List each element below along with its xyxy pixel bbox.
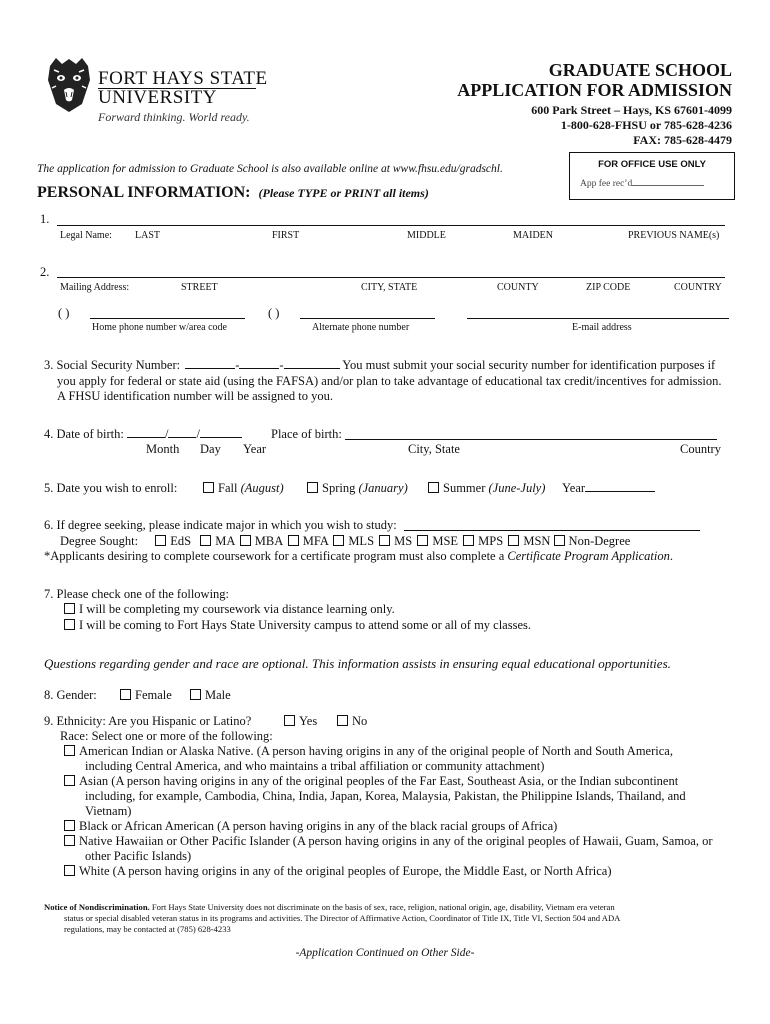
q1-col-maiden: MAIDEN bbox=[513, 230, 553, 241]
university-name-line1: FORT HAYS STATE bbox=[98, 68, 268, 89]
q2-col-city: CITY, STATE bbox=[361, 282, 418, 293]
place-of-birth-label: Place of birth: bbox=[271, 427, 342, 441]
race-option-1-cont: including Central America, and who maintains a tribal affiliation or community attachment) bbox=[85, 759, 545, 773]
summer-checkbox[interactable] bbox=[428, 482, 439, 493]
q2-col-county: COUNTY bbox=[497, 282, 539, 293]
alt-phone-label: Alternate phone number bbox=[312, 322, 410, 333]
year-label: Year bbox=[243, 442, 267, 456]
female-option[interactable] bbox=[120, 688, 172, 703]
section-title bbox=[37, 184, 429, 202]
q3-text2: you apply for federal or state aid (using the FAFSA) and/or plan to take advantage of educational tax credit/incentives for admission. bbox=[57, 374, 722, 388]
degree-ms[interactable] bbox=[379, 534, 412, 548]
q2-col-street: STREET bbox=[181, 282, 218, 293]
alt-phone-paren: ( ) bbox=[268, 306, 280, 320]
q2-label: Mailing Address: bbox=[60, 282, 130, 293]
pacific-islander-checkbox[interactable] bbox=[64, 835, 75, 846]
male-checkbox[interactable] bbox=[190, 689, 201, 700]
mfa-label: MFA bbox=[302, 534, 329, 548]
online-note: The application for admission to Graduate School is also available online at www.fhsu.edu/gradschl. bbox=[37, 163, 503, 175]
q1-col-first: FIRST bbox=[272, 230, 300, 241]
degree-mfa[interactable] bbox=[288, 534, 328, 548]
university-name-line2: UNIVERSITY bbox=[98, 87, 217, 108]
spring-note: (January) bbox=[358, 481, 408, 495]
notice-text1: Fort Hays State University does not discriminate on the basis of sex, race, religion, national origin, age, disability, Vietnam era veteran bbox=[151, 902, 615, 912]
q1-name-line[interactable] bbox=[57, 225, 725, 226]
q9-label: 9. Ethnicity: Are you Hispanic or Latino? bbox=[44, 714, 252, 728]
hispanic-no[interactable] bbox=[337, 714, 367, 729]
campus-checkbox[interactable] bbox=[64, 619, 75, 630]
phone: 1-800-628-FHSU or 785-628-4236 bbox=[560, 118, 732, 132]
degree-msn[interactable] bbox=[508, 534, 550, 548]
q5-label: 5. Date you wish to enroll: bbox=[44, 481, 178, 495]
ma-checkbox[interactable] bbox=[200, 535, 211, 546]
female-label: Female bbox=[135, 688, 172, 702]
q7-label: 7. Please check one of the following: bbox=[44, 587, 230, 601]
q6-label: 6. If degree seeking, please indicate major in which you wish to study: bbox=[44, 518, 397, 532]
q4-row: 4. Date of birth: / / bbox=[44, 427, 242, 442]
fall-checkbox[interactable] bbox=[203, 482, 214, 493]
male-option[interactable] bbox=[190, 688, 231, 703]
q7-option-1[interactable] bbox=[64, 602, 395, 617]
q4-label: 4. Date of birth: bbox=[44, 427, 124, 441]
non-degree-checkbox[interactable] bbox=[554, 535, 565, 546]
mps-label: MPS bbox=[478, 534, 504, 548]
certificate-note bbox=[44, 549, 673, 564]
ms-label: MS bbox=[394, 534, 413, 548]
q1-col-previous: PREVIOUS NAME(s) bbox=[628, 230, 720, 241]
mse-label: MSE bbox=[432, 534, 459, 548]
degree-mse[interactable] bbox=[417, 534, 458, 548]
hispanic-no-checkbox[interactable] bbox=[337, 715, 348, 726]
continued-note: -Application Continued on Other Side- bbox=[295, 947, 475, 959]
ma-label: MA bbox=[215, 534, 235, 548]
app-fee-label bbox=[580, 179, 704, 189]
office-use-title: FOR OFFICE USE ONLY bbox=[598, 159, 706, 170]
office-use-box bbox=[569, 152, 735, 200]
q2-number: 2. bbox=[40, 265, 50, 279]
notice-line1 bbox=[44, 902, 615, 912]
race-option-2-cont2: Vietnam) bbox=[85, 804, 132, 818]
mps-checkbox[interactable] bbox=[463, 535, 474, 546]
mse-checkbox[interactable] bbox=[417, 535, 428, 546]
title-line2: APPLICATION FOR ADMISSION bbox=[457, 80, 732, 100]
degree-mba[interactable] bbox=[240, 534, 283, 548]
title-line1: GRADUATE SCHOOL bbox=[548, 60, 732, 80]
q1-label: Legal Name: bbox=[60, 230, 112, 241]
birth-year-field[interactable] bbox=[200, 437, 242, 438]
notice-title: Notice of Nondiscrimination. bbox=[44, 902, 150, 912]
american-indian-label: American Indian or Alaska Native. (A person having origins in any of the original people of North and South America, bbox=[79, 744, 673, 758]
section-subtitle: (Please TYPE or PRINT all items) bbox=[258, 186, 429, 200]
eds-label: EdS bbox=[170, 534, 192, 548]
ssn-field[interactable] bbox=[185, 368, 235, 369]
mls-label: MLS bbox=[348, 534, 375, 548]
country-label: Country bbox=[680, 442, 721, 456]
q2-col-country: COUNTRY bbox=[674, 282, 722, 293]
ssn-field-2[interactable] bbox=[239, 368, 279, 369]
asian-label: Asian (A person having origins in any of the original peoples of the Far East, Southeast Asia, or the Indian subcontinent bbox=[79, 774, 679, 788]
q1-number: 1. bbox=[40, 212, 50, 226]
birth-month-field[interactable] bbox=[127, 437, 165, 438]
app-fee-text: App fee rec’d bbox=[580, 179, 633, 189]
degree-eds[interactable] bbox=[155, 534, 191, 548]
spring-option[interactable] bbox=[307, 481, 408, 496]
hispanic-yes[interactable] bbox=[284, 714, 317, 729]
male-label: Male bbox=[205, 688, 231, 702]
degree-label: Degree Sought: bbox=[60, 534, 139, 548]
enroll-year-label: Year bbox=[562, 481, 586, 495]
degree-row bbox=[60, 534, 630, 549]
home-phone-paren: ( ) bbox=[58, 306, 70, 320]
degree-mps[interactable] bbox=[463, 534, 503, 548]
university-logo bbox=[44, 56, 94, 114]
enroll-year-field[interactable] bbox=[585, 491, 655, 492]
female-checkbox[interactable] bbox=[120, 689, 131, 700]
certificate-note-text: *Applicants desiring to complete coursework for a certificate program must also complete a bbox=[44, 549, 505, 563]
non-degree-label: Non-Degree bbox=[568, 534, 631, 548]
optional-note: Questions regarding gender and race are optional. This information assists in ensuring equal educational opportunities. bbox=[44, 656, 671, 671]
email-label: E-mail address bbox=[572, 322, 632, 333]
certificate-note-end: . bbox=[669, 549, 674, 563]
q2-address-line[interactable] bbox=[57, 277, 725, 278]
degree-mls[interactable] bbox=[333, 534, 374, 548]
hispanic-yes-checkbox[interactable] bbox=[284, 715, 295, 726]
race-option-4-cont: other Pacific Islands) bbox=[85, 849, 192, 863]
distance-label: I will be completing my coursework via distance learning only. bbox=[79, 602, 395, 616]
notice-line2: status or special disabled veteran status in its programs and activities. The Director of Affirmative Action, Coordinator of Title IX, Title VI, Section 504 and ADA bbox=[64, 913, 621, 923]
fax: FAX: 785-628-4479 bbox=[633, 133, 732, 147]
summer-label: Summer bbox=[443, 481, 486, 495]
black-checkbox[interactable] bbox=[64, 820, 75, 831]
home-phone-label: Home phone number w/area code bbox=[92, 322, 227, 333]
race-option-1[interactable] bbox=[64, 744, 673, 759]
race-option-3[interactable] bbox=[64, 819, 557, 834]
race-label: Race: Select one or more of the following: bbox=[60, 729, 273, 743]
tagline: Forward thinking. World ready. bbox=[98, 110, 250, 124]
mfa-checkbox[interactable] bbox=[288, 535, 299, 546]
race-option-2-cont: including, for example, Cambodia, China, India, Japan, Korea, Malaysia, Pakistan, the Philippine Islands, Thailand, and bbox=[85, 789, 686, 803]
msn-checkbox[interactable] bbox=[508, 535, 519, 546]
degree-ma[interactable] bbox=[200, 534, 234, 548]
place-of-birth-line[interactable] bbox=[345, 439, 717, 440]
city-state-label: City, State bbox=[408, 442, 460, 456]
black-label: Black or African American (A person having origins in any of the black racial groups of Africa) bbox=[79, 819, 558, 833]
enroll-year bbox=[562, 481, 655, 496]
race-option-5[interactable] bbox=[64, 864, 612, 879]
home-phone-line[interactable] bbox=[90, 318, 245, 319]
no-label: No bbox=[352, 714, 368, 728]
degree-non[interactable] bbox=[554, 534, 631, 548]
notice-line3: regulations, may be contacted at (785) 628-4233 bbox=[64, 924, 231, 934]
tiger-icon bbox=[44, 56, 94, 114]
certificate-note-italic: Certificate Program Application bbox=[507, 549, 670, 563]
alt-phone-line[interactable] bbox=[300, 318, 435, 319]
ssn-field-3[interactable] bbox=[284, 368, 340, 369]
asian-checkbox[interactable] bbox=[64, 775, 75, 786]
american-indian-checkbox[interactable] bbox=[64, 745, 75, 756]
fall-label: Fall bbox=[218, 481, 238, 495]
address: 600 Park Street – Hays, KS 67601-4099 bbox=[531, 103, 732, 117]
fall-note: (August) bbox=[240, 481, 284, 495]
q3-text3: A FHSU identification number will be assigned to you. bbox=[57, 389, 334, 403]
race-option-4[interactable] bbox=[64, 834, 713, 849]
q7-option-2[interactable] bbox=[64, 618, 531, 633]
summer-option[interactable] bbox=[428, 481, 545, 496]
q3-text1: You must submit your social security number for identification purposes if bbox=[342, 358, 716, 372]
q3-label: 3. Social Security Number: bbox=[44, 358, 181, 372]
mba-checkbox[interactable] bbox=[240, 535, 251, 546]
white-checkbox[interactable] bbox=[64, 865, 75, 876]
mls-checkbox[interactable] bbox=[333, 535, 344, 546]
day-label: Day bbox=[200, 442, 221, 456]
q1-col-last: LAST bbox=[135, 230, 160, 241]
mba-label: MBA bbox=[254, 534, 283, 548]
race-option-2[interactable] bbox=[64, 774, 678, 789]
section-title-text: PERSONAL INFORMATION: bbox=[37, 184, 251, 201]
spring-checkbox[interactable] bbox=[307, 482, 318, 493]
month-label: Month bbox=[146, 442, 180, 456]
major-line[interactable] bbox=[404, 530, 700, 531]
white-label: White (A person having origins in any of the original peoples of Europe, the Middle East, or North Africa) bbox=[79, 864, 612, 878]
email-line[interactable] bbox=[467, 318, 729, 319]
q2-col-zip: ZIP CODE bbox=[586, 282, 631, 293]
distance-checkbox[interactable] bbox=[64, 603, 75, 614]
logo-rule bbox=[98, 88, 256, 89]
yes-label: Yes bbox=[299, 714, 318, 728]
campus-label: I will be coming to Fort Hays State University campus to attend some or all of my classes. bbox=[79, 618, 532, 632]
msn-label: MSN bbox=[523, 534, 551, 548]
ms-checkbox[interactable] bbox=[379, 535, 390, 546]
summer-note: (June-July) bbox=[488, 481, 546, 495]
birth-day-field[interactable] bbox=[168, 437, 196, 438]
q1-col-middle: MIDDLE bbox=[407, 230, 446, 241]
eds-checkbox[interactable] bbox=[155, 535, 166, 546]
spring-label: Spring bbox=[322, 481, 356, 495]
pacific-islander-label: Native Hawaiian or Other Pacific Islander (A person having origins in any of the original peoples of Hawaii, Guam, Samoa, or bbox=[79, 834, 713, 848]
q8-label: 8. Gender: bbox=[44, 688, 97, 702]
q3-line1: 3. Social Security Number: - - You must submit your social security number for identification purposes if bbox=[44, 358, 716, 372]
fall-option[interactable] bbox=[203, 481, 284, 496]
